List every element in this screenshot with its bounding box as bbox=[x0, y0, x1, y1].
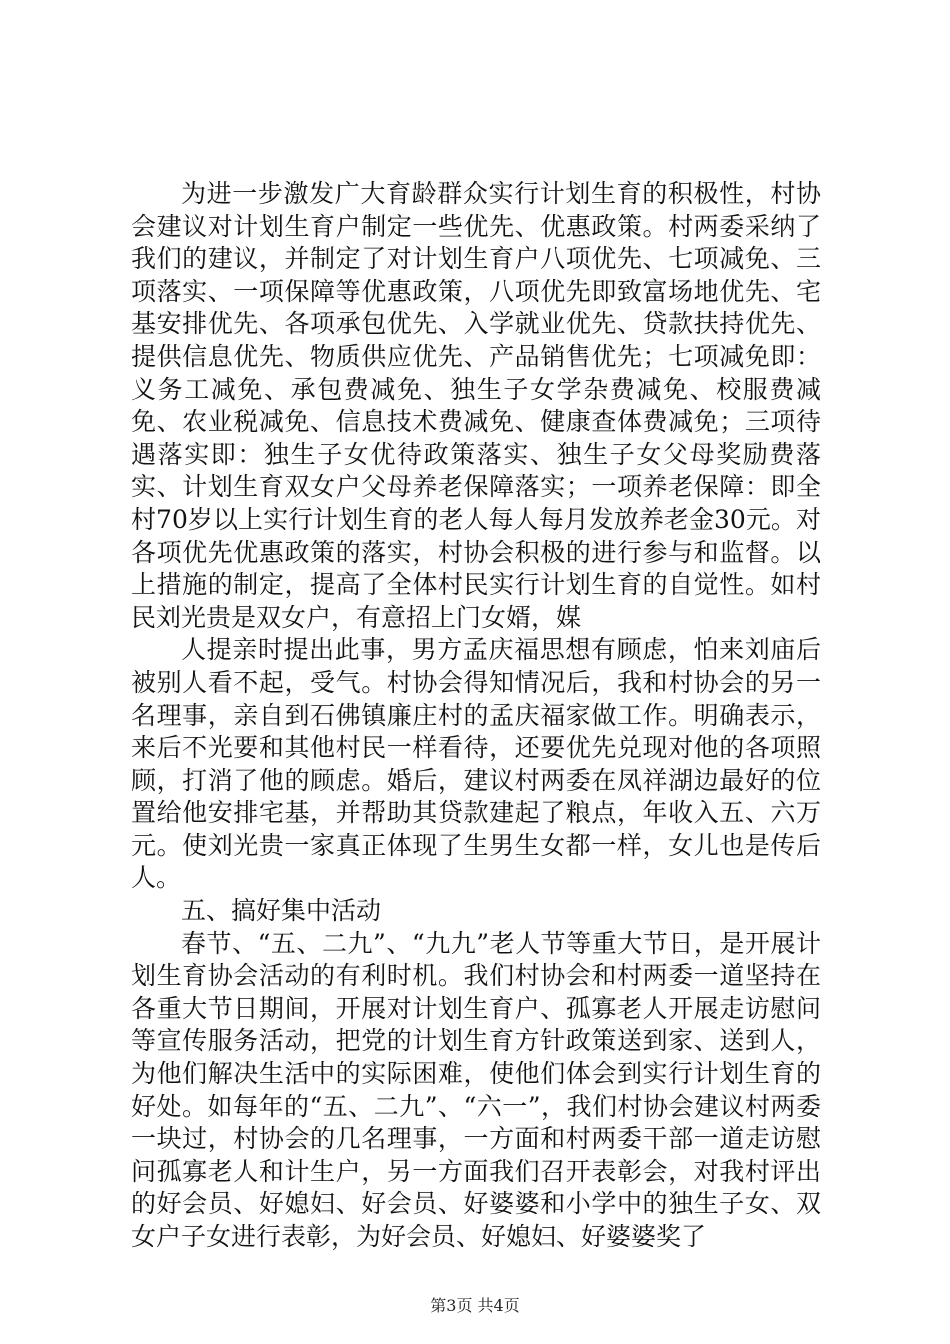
section-heading-activities: 五、搞好集中活动 bbox=[181, 896, 382, 926]
paragraph-holiday-activities: 春节、“五、二九”、“九九”老人节等重大节日，是开展计划生育协会活动的有利时机。我们村协会和村两委一道坚持在各重大节日期间，开展对计划生育户、孤寡老人开展走访慰问等宣传服务活动，把党的计划生育方针政策送到家、送到人，为他们解决生活中的实际困难，使他们体会到实行计划生育的好处。如每年的“五、二九”、“六一”，我们村协会建议村两委一块过，村协会的几名理事，一方面和村两委干部一道走访慰问孤寡老人和计生户，另一方面我们召开表彰会，对我村评出的好会员、好媳妇、好会员、好婆婆和小学中的独生子女、双女户子女进行表彰，为好会员、好媳妇、好婆婆奖了 bbox=[131, 928, 821, 1251]
document-body bbox=[131, 178, 821, 1254]
paragraph-case-liu: 人提亲时提出此事，男方孟庆福思想有顾虑，怕来刘庙后被别人看不起，受气。村协会得知情况后，我和村协会的另一名理事，亲自到石佛镇廉庄村的孟庆福家做工作。明确表示，来后不光要和其他村民一样看待，还要优先兑现对他的各项照顾，打消了他的顾虑。婚后，建议村两委在凤祥湖边最好的位置给他安排宅基，并帮助其贷款建起了粮点，年收入五、六万元。使刘光贵一家真正体现了生男生女都一样，女儿也是传后人。 bbox=[131, 635, 821, 893]
page-number-footer: 第3页 共4页 bbox=[430, 1296, 520, 1315]
paragraph-policies: 为进一步激发广大育龄群众实行计划生育的积极性，村协会建议对计划生育户制定一些优先、优惠政策。村两委采纳了我们的建议，并制定了对计划生育户八项优先、七项减免、三项落实、一项保障等优惠政策，八项优先即致富场地优先、宅基安排优先、各项承包优先、入学就业优先、贷款扶持优先、提供信息优先、物质供应优先、产品销售优先；七项减免即：义务工减免、承包费减免、独生子女学杂费减免、校服费减免、农业税减免、信息技术费减免、健康查体费减免；三项待遇落实即：独生子女优待政策落实、独生子女父母奖励费落实、计划生育双女户父母养老保障落实；一项养老保障：即全村70岁以上实行计划生育的老人每人每月发放养老金30元。对各项优先优惠政策的落实，村协会积极的进行参与和监督。以上措施的制定，提高了全体村民实行计划生育的自觉性。如村民刘光贵是双女户，有意招上门女婿，媒 bbox=[131, 179, 821, 632]
